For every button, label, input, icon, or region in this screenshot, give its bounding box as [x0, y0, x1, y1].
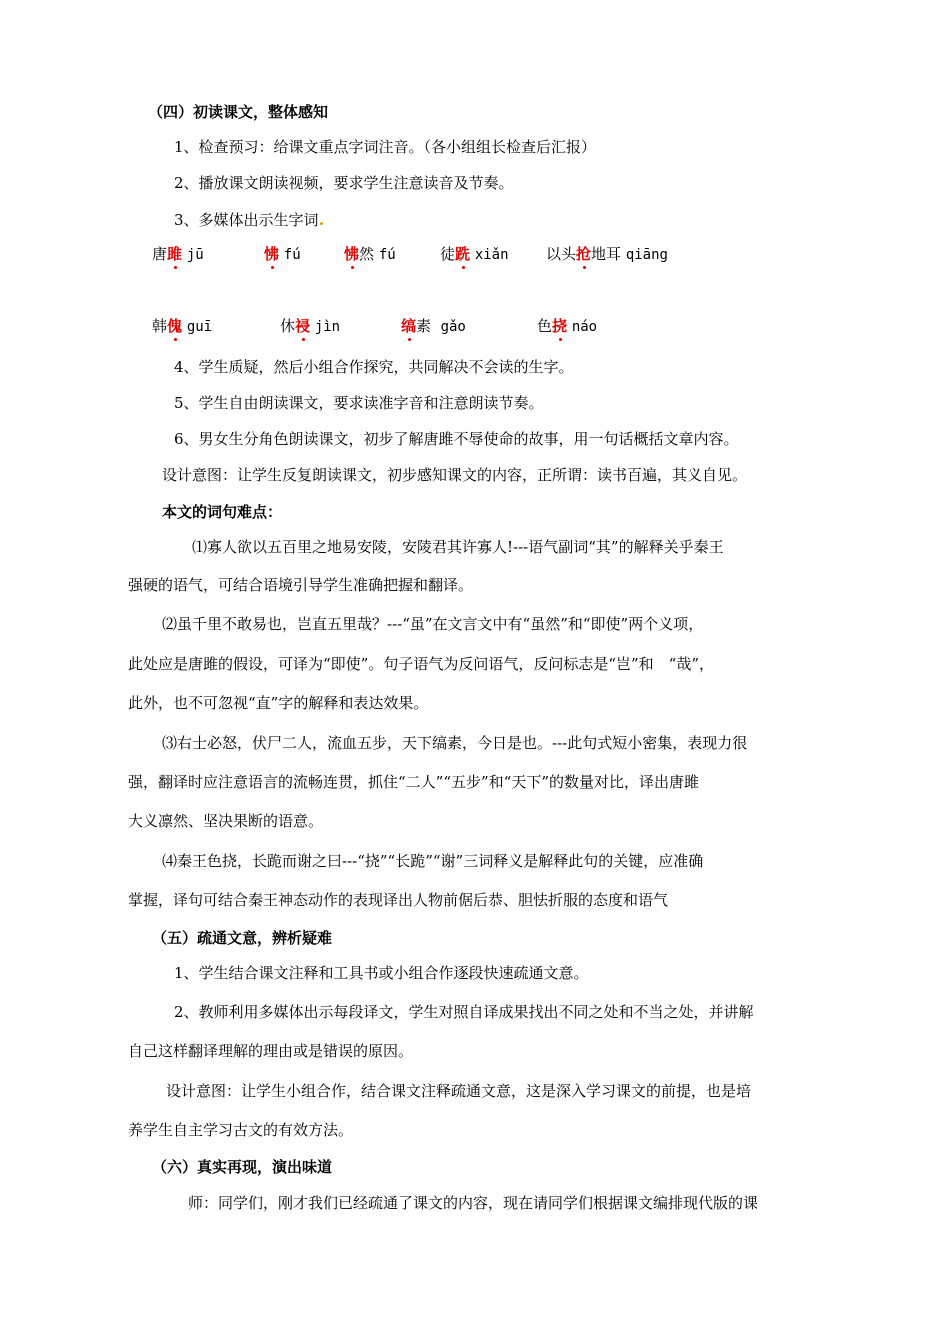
step-4-text: 4、学生质疑，然后小组合作探究，共同解决不会读的生字。: [174, 358, 574, 376]
design-intent-text: 设计意图：让学生反复朗读课文，初步感知课文的内容，正所谓：读书百遍，其义自见。: [162, 466, 748, 484]
vocab-word: 唐雎 jū: [152, 245, 204, 263]
vocab-word: 韩傀 guī: [152, 317, 213, 335]
step-2-text: 2、播放课文朗读视频，要求学生注意读音及节奏。: [174, 174, 514, 192]
section-6-heading: （六）真实再现，演出味道: [152, 1158, 333, 1176]
section-5-intent-line-2: 养学生自主学习古文的有效方法。: [128, 1121, 354, 1139]
section-5-heading: （五）疏通文意，辨析疑难: [152, 929, 333, 947]
step-3-text: 3、多媒体出示生字词: [174, 210, 323, 230]
vocab-word: 怫然 fú: [344, 245, 396, 263]
step-6-text: 6、男女生分角色朗读课文，初步了解唐雎不辱使命的故事，用一句话概括文章内容。: [174, 430, 739, 448]
section-4-heading: （四）初读课文，整体感知: [148, 103, 329, 121]
section-5-step-2-line-2: 自己这样翻译理解的理由或是错误的原因。: [128, 1042, 414, 1060]
difficulty-2-line-1: ⑵虽千里不敢易也，岂直五里哉？---“虽”在文言文中有“虽然”和“即使”两个义项，: [162, 615, 704, 633]
difficulty-4-line-1: ⑷秦王色挠，长跪而谢之曰---“挠”“长跪”“谢”三词释义是解释此句的关键，应准确: [162, 852, 704, 870]
difficulty-2-line-2: 此处应是唐雎的假设，可译为“即使”。句子语气为反问语气，反问标志是“岂”和 “哉”，: [128, 655, 715, 673]
difficulty-4-line-2: 掌握，译句可结合秦王神态动作的表现译出人物前倨后恭、胆怯折服的态度和语气: [128, 891, 669, 909]
difficulty-3-line-1: ⑶右士必怒，伏尸二人，流血五步，天下缟素，今日是也。---此句式短小密集，表现力很: [162, 734, 748, 752]
section-5-step-2-line-1: 2、教师利用多媒体出示每段译文，学生对照自译成果找出不同之处和不当之处，并讲解: [174, 1003, 754, 1021]
mark-dot: [319, 211, 323, 229]
step-5-text: 5、学生自由朗读课文，要求读准字音和注意朗读节奏。: [174, 394, 544, 412]
vocab-word: 徒跣 xiǎn: [440, 245, 509, 263]
difficulty-1-line-1: ⑴寡人欲以五百里之地易安陵，安陵君其许寡人!---语气副词“其”的解释关乎秦王: [192, 538, 724, 556]
vocab-word: 休祲 jìn: [280, 317, 341, 335]
difficulty-3-line-2: 强，翻译时应注意语言的流畅连贯，抓住“二人”“五步”和“天下”的数量对比，译出唐雎: [128, 773, 700, 791]
difficulty-3-line-3: 大义凛然、坚决果断的语意。: [128, 812, 324, 830]
vocab-word: 以头抢地耳 qiāng: [546, 245, 668, 263]
vocab-word: 色挠 náo: [537, 317, 598, 335]
vocab-word: 怫 fú: [264, 245, 301, 263]
section-5-step-1: 1、学生结合课文注释和工具书或小组合作逐段快速疏通文意。: [174, 964, 589, 982]
step-1-text: 1、检查预习：给课文重点字词注音。（各小组组长检查后汇报）: [174, 138, 597, 156]
section-5-intent-line-1: 设计意图：让学生小组合作，结合课文注释疏通文意，这是深入学习课文的前提，也是培: [166, 1082, 752, 1100]
difficulty-1-line-2: 强硬的语气，可结合语境引导学生准确把握和翻译。: [128, 576, 474, 594]
teacher-text: 师：同学们，刚才我们已经疏通了课文的内容，现在请同学们根据课文编排现代版的课: [188, 1194, 759, 1212]
vocab-word: 缟素 gǎo: [401, 317, 466, 335]
difficulties-heading: 本文的词句难点：: [162, 503, 283, 521]
difficulty-2-line-3: 此外，也不可忽视“直”字的解释和表达效果。: [128, 694, 429, 712]
